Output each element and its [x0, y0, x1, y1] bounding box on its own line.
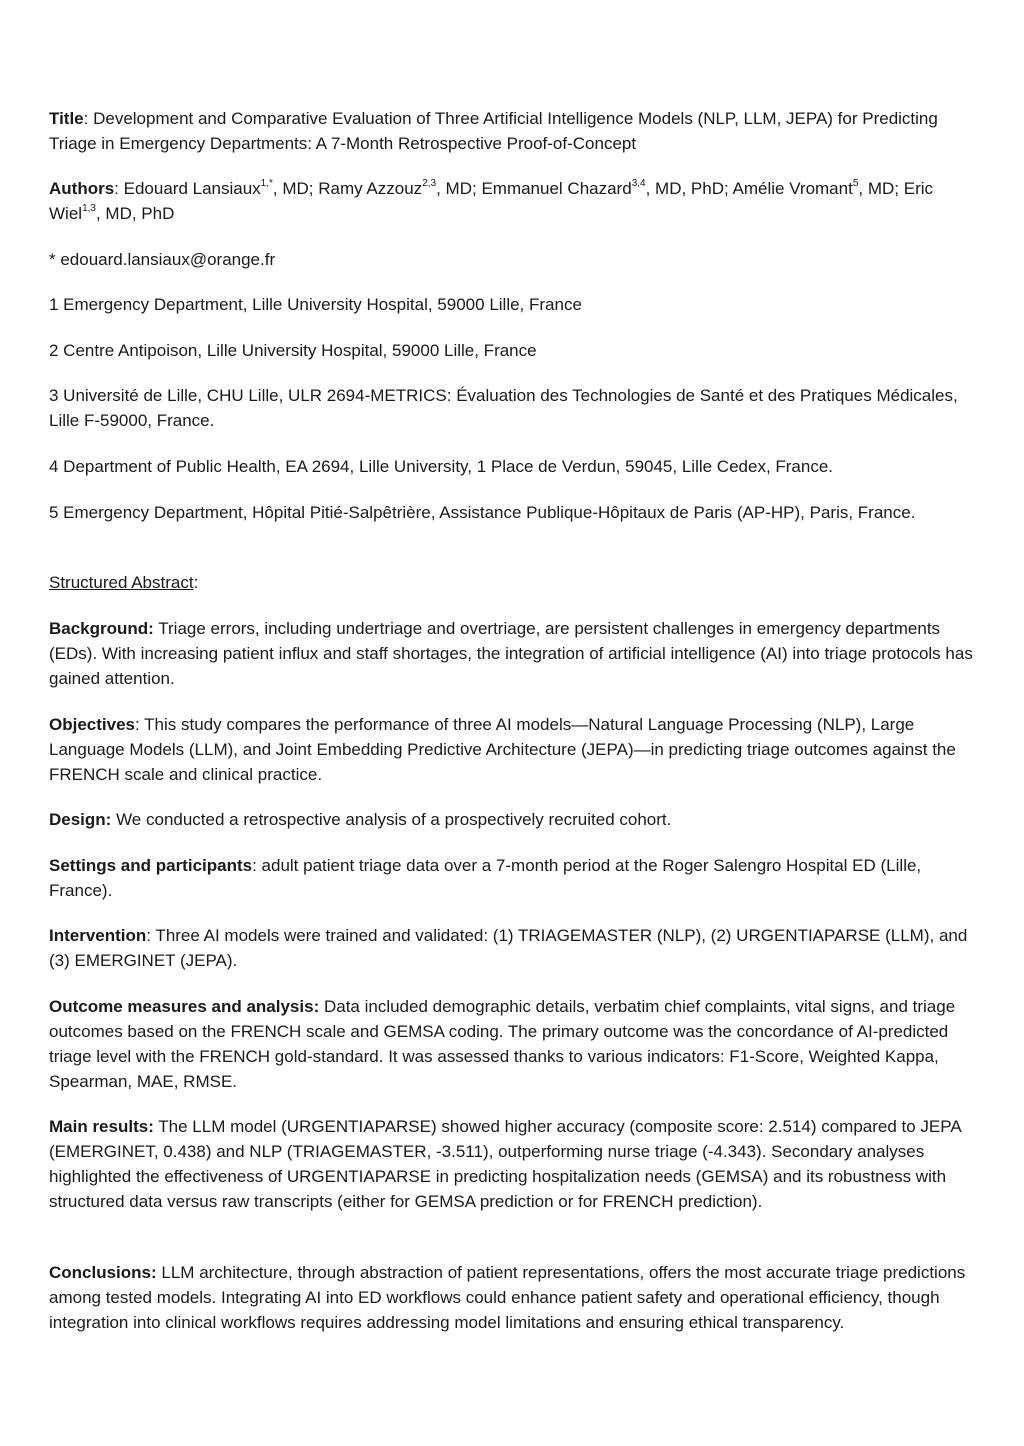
title-text: : Development and Comparative Evaluation of Three Artificial Intelligence Models (NLP, LLM, JEPA) for Predicting Triage in Emergency Departments: A 7-Month Retrospective Proof-of-Concept: [49, 109, 938, 153]
section-text: We conducted a retrospective analysis of a prospectively recruited cohort.: [111, 810, 672, 829]
authors-separator: :: [114, 179, 124, 198]
author-degree: , MD;: [858, 179, 904, 198]
author-name: Emmanuel Chazard: [481, 179, 632, 198]
authors-label: Authors: [49, 179, 115, 198]
section-label: Settings and participants: [49, 856, 253, 875]
author-affiliation-marker: 3,4: [631, 178, 646, 190]
author-degree: , MD, PhD: [95, 204, 175, 223]
section-design: [49, 807, 979, 832]
section-text: : This study compares the performance of three AI models—Natural Language Processing (NLP), Large Language Models (LLM), and Joint Embedding Predictive Architecture (JEPA)—in predicting triage outcomes against the FRENCH scale and clinical practice.: [49, 715, 956, 784]
abstract-heading-label: Structured Abstract: [49, 573, 194, 592]
section-label: Objectives: [49, 715, 135, 734]
author-affiliation-marker: 1,*: [260, 178, 273, 190]
section-label: Main results:: [49, 1117, 154, 1136]
author-name: Eric Wiel: [49, 179, 934, 223]
author-affiliation-marker: 5: [852, 178, 859, 190]
section-text: LLM architecture, through abstraction of patient representations, offers the most accurate triage predictions among tested models. Integrating AI into ED workflows could enhance patient safety and operational efficiency, though integration into clinical workflows requires addressing model limitations and ensuring ethical transparency.: [49, 1263, 966, 1332]
author-degree: , MD;: [272, 179, 319, 198]
author-name: Edouard Lansiaux: [123, 179, 261, 198]
title-paragraph: [49, 106, 979, 156]
affiliation-1: 1 Emergency Department, Lille University Hospital, 59000 Lille, France: [49, 295, 582, 314]
author-affiliation-marker: 2,3: [422, 178, 437, 190]
section-label: Intervention: [49, 926, 147, 945]
author-degree: , MD, PhD;: [645, 179, 733, 198]
abstract-heading-colon: :: [193, 573, 199, 592]
section-settings: [49, 853, 979, 903]
section-conclusions: [49, 1260, 979, 1335]
section-text: : adult patient triage data over a 7-month period at the Roger Salengro Hospital ED (Lille, France).: [49, 856, 922, 900]
section-intervention: [49, 923, 979, 973]
section-label: Conclusions:: [49, 1263, 157, 1282]
section-text: The LLM model (URGENTIAPARSE) showed higher accuracy (composite score: 2.514) compared to JEPA (EMERGINET, 0.438) and NLP (TRIAGEMASTER, -3.511), outperforming nurse triage (-4.343). Secondary analyses highlighted the effectiveness of URGENTIAPARSE in predicting hospitalization needs (GEMSA) and its robustness with structured data versus raw transcripts (either for GEMSA prediction or for FRENCH prediction).: [49, 1117, 961, 1211]
section-label: Design:: [49, 810, 112, 829]
section-text: Triage errors, including undertriage and overtriage, are persistent challenges in emergency departments (EDs). With increasing patient influx and staff shortages, the integration of artificial intelligence (AI) into triage protocols has gained attention.: [49, 619, 973, 688]
section-text: : Three AI models were trained and validated: (1) TRIAGEMASTER (NLP), (2) URGENTIAPARSE (LLM), and (3) EMERGINET (JEPA).: [49, 926, 968, 970]
section-objectives: [49, 712, 979, 787]
author-name: Ramy Azzouz: [318, 179, 423, 198]
section-outcome-measures: [49, 994, 979, 1094]
section-text: Data included demographic details, verbatim chief complaints, vital signs, and triage outcomes based on the FRENCH scale and GEMSA coding. The primary outcome was the concordance of AI-predicted triage level with the FRENCH gold-standard. It was assessed thanks to various indicators: F1-Score, Weighted Kappa, Spearman, MAE, RMSE.: [49, 997, 956, 1091]
author-name: Amélie Vromant: [732, 179, 853, 198]
section-main-results: [49, 1114, 979, 1214]
corresponding-email: * edouard.lansiaux@orange.fr: [49, 250, 276, 269]
affiliation-3: 3 Université de Lille, CHU Lille, ULR 2694-METRICS: Évaluation des Technologies de Santé et des Pratiques Médicales, Lille F-59000, France.: [49, 386, 958, 430]
author-affiliation-marker: 1,3: [82, 203, 96, 215]
abstract-heading: [49, 570, 979, 595]
section-label: Background:: [49, 619, 154, 638]
authors-paragraph: [49, 176, 979, 226]
affiliation-4: 4 Department of Public Health, EA 2694, Lille University, 1 Place de Verdun, 59045, Lille Cedex, France.: [49, 457, 834, 476]
section-background: [49, 616, 979, 691]
section-label: Outcome measures and analysis:: [49, 997, 320, 1016]
author-degree: , MD;: [436, 179, 482, 198]
title-label: Title: [49, 109, 84, 128]
affiliation-5: 5 Emergency Department, Hôpital Pitié-Salpêtrière, Assistance Publique-Hôpitaux de Paris (AP-HP), Paris, France.: [49, 503, 916, 522]
affiliation-2: 2 Centre Antipoison, Lille University Hospital, 59000 Lille, France: [49, 341, 537, 360]
